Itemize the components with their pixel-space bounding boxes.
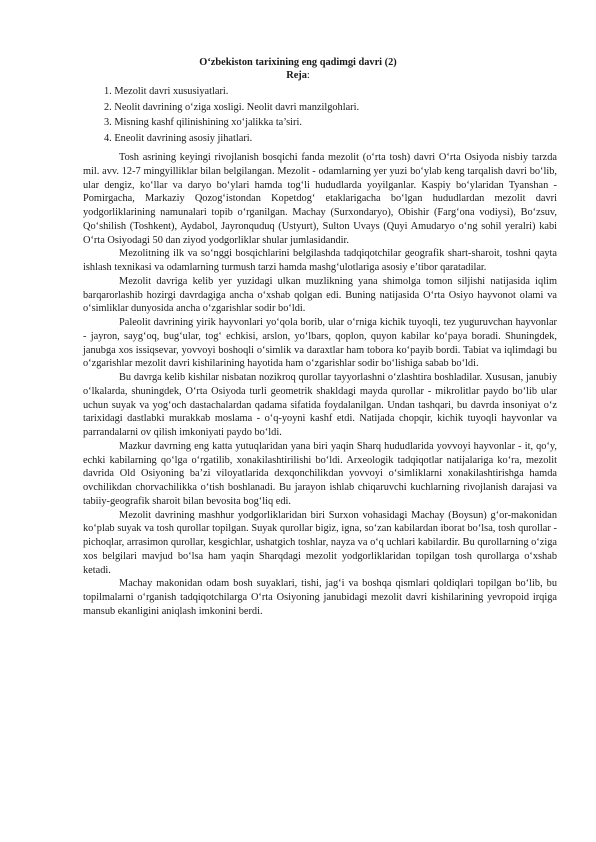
plan-item: 2. Neolit davrining o‘ziga xosligi. Neolit davri manzilgohlari. bbox=[104, 101, 360, 113]
paragraph: Paleolit davrining yirik hayvonlari yo‘qola borib, ular o‘rniga kichik tuyoqli, tez yuguruvchan hayvonlar - jayron, sayg‘oq, bug‘ular, tog‘ echkisi, arslon, yo‘lbars, qoplon, quyon kabilar ko‘paya boradi. Shuningdek, janubga xos issiqsevar, yovvoyi boshoqli o‘simlik va daraxtlar ham tobora ko‘payib bordi. Tabiat va iqlimdagi bu o‘zgarishlar mezolit davri kishilarining hayotida ham o‘zgarishlar sodir bo‘lishiga sabab bo‘ldi. bbox=[83, 317, 557, 370]
plan-label: Reja bbox=[286, 70, 307, 81]
document-title: O‘zbekiston tarixining eng qadimgi davri (2) bbox=[199, 57, 397, 68]
plan-heading bbox=[0, 70, 596, 82]
plan-colon: : bbox=[306, 70, 310, 81]
document-body bbox=[83, 151, 557, 619]
plan-item: 3. Misning kashf qilinishining xo‘jalikka ta’siri. bbox=[104, 117, 302, 128]
paragraph: Mezolitning ilk va so‘nggi bosqichlarini belgilashda tadqiqotchilar geografik shart-sharoit, toshni qayta ishlash texnikasi va odamlarning turmush tarzi hamda mashg‘ulotlariga asosiy e’tibor qaratadilar. bbox=[83, 248, 557, 273]
paragraph: Tosh asrining keyingi rivojlanish bosqichi fanda mezolit (o‘rta tosh) davri O‘rta Osiyoda nisbiy tarzda mil. avv. 12-7 mingyilliklar bilan belgilangan. Mezolit - odamlarning yer yuzi bo‘ylab keng tarqalish davri bo‘lib, ular dengiz, ko‘llar va daryo bo‘ylari hamda tog‘li hududlarda yoyilganlar. Kaspiy bo‘ylaridan Tyanshan - Pomirgacha, Markaziy Qozog‘istondan Kopetdog‘ etaklarigacha bo‘lgan hududlardan mezolit davri yodgorliklarining namunalari topib o‘rganilgan. Machay (Surxondaryo), Obishir (Farg‘ona vodiysi), Bo‘zsuv, Qo‘shilish (Toshkent), Aydabol, Jayronquduq (Ustyurt), Sulton Uvays (Quyi Amudaryo o‘ng sohil yeralri) kabi O‘rta Osiyodagi 50 dan ziyod yodgorliklar shular jumlasidandir. bbox=[83, 152, 557, 246]
paragraph: Mezolit davriga kelib yer yuzidagi ulkan muzlikning yana shimolga tomon siljishi natijasida iqlim barqarorlashib hozirgi davrdagiga ancha o‘xshab qolgan edi. Buning natijasida O‘rta Osiyo hayvonot olami va o‘simliklar dunyosida ancha o‘zgarishlar sodir bo‘ldi. bbox=[83, 275, 557, 315]
plan-list bbox=[104, 84, 359, 146]
paragraph: Machay makonidan odam bosh suyaklari, tishi, jag‘i va boshqa qismlari qoldiqlari topilgan bo‘lib, bu topilmalarni o‘rganish tadqiqotchilarga O‘rta Osiyoning janubidagi mezolit davri kishilarining yevropoid irqiga mansub ekanligini aniqlash imkonini berdi. bbox=[83, 578, 557, 617]
paragraph: Mazkur davrning eng katta yutuqlaridan yana biri yaqin Sharq hududlarida yovvoyi hayvonlar - it, qo‘y, echki kabilarning qo‘lga o‘rgatilib, xonakilashtirilishi bo‘ldi. Arxeologik tadqiqotlar natijalariga ko‘ra, mezolit davrida Old Osiyoning ba’zi viloyatlarida dexqonchilikdan yovvoyi o‘simliklarni xonakilashtirishga hamda ovchilikdan chorvachilikka o‘tish boshlanadi. Bu jarayon ishlab chiqaruvchi kuchlarning rivojlanish darajasi va tabiiy-geografik sharoit bilan bevosita bog‘liq edi. bbox=[83, 440, 557, 507]
plan-item: 4. Eneolit davrining asosiy jihatlari. bbox=[104, 132, 253, 144]
paragraph: Mezolit davrining mashhur yodgorliklaridan biri Surxon vohasidagi Machay (Boysun) g‘or-makonidan ko‘plab suyak va tosh qurollar topilgan. Suyak qurollar bigiz, igna, so‘zan kabilardan iborat bo‘lsa, tosh qurollar - pichoqlar, arrasimon qurollar, kesgichlar, ushatgich toshlar, nayza va o‘q uchlari kabilardir. Bu qurollarning o‘ziga xos belgilari mavjud bo‘lsa ham yaqin Sharqdagi mezolit yodgorliklaridan topilgan tosh qurollarga o‘xshab ketadi. bbox=[83, 509, 557, 576]
plan-item: 1. Mezolit davri xususiyatlari. bbox=[104, 86, 229, 97]
paragraph: Bu davrga kelib kishilar nisbatan nozikroq qurollar tayyorlashni o‘zlashtira boshladilar. Xususan, janubiy o‘lkalarda, shuningdek, O‘rta Osiyoda turli geometrik shakldagi mayda qurollar - mikrolitlar paydo bo‘lib ular uchun suyak va yog‘och dastachalardan qadama sifatida foydalanilgan. Undan tashqari, bu davrda insoniyat o‘z tarixidagi dastlabki murakkab moslama - o‘q-yoyni kashf etdi. Natijada chopqir, kichik tuyoqli hayvonlar va parrandalarni ov qilish imkoniyati paydo bo‘ldi. bbox=[83, 372, 557, 438]
